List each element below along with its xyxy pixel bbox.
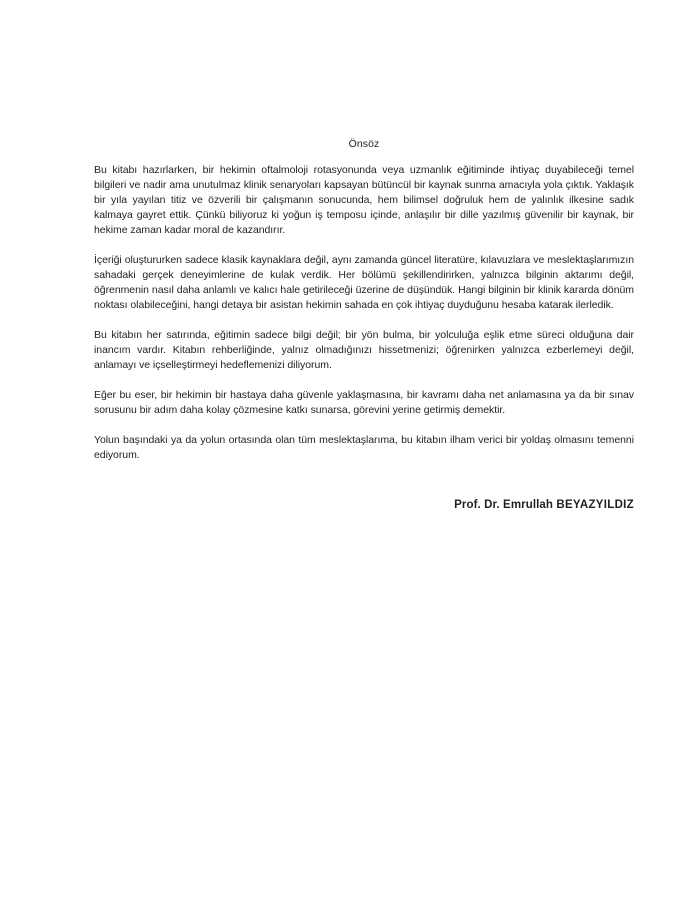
paragraph-4: Eğer bu eser, bir hekimin bir hastaya daha güvenle yaklaşmasına, bir kavramı daha net anlamasına ya da bir sınav sorusunu bir adım daha kolay çözmesine katkı sunarsa, görevini yerine getirmiş demektir. [94, 389, 634, 416]
page-title: Önsöz [348, 138, 380, 150]
paragraph-1: Bu kitabı hazırlarken, bir hekimin oftalmoloji rotasyonunda veya uzmanlık eğitiminde ihtiyaç duyabileceği temel bilgileri ve nadir ama unutulmaz klinik senaryoları kapsayan bütüncül bir kaynak sunma amacıyla yola çıktık. Yaklaşık bir yıla yayılan titiz ve özverili bir çalışmanın sonucunda, hem bilimsel doğruluk hem de yalınlık ilkesine sadık kalmaya gayret ettik. Çünkü biliyoruz ki yoğun iş temposu içinde, anlaşılır bir dille yazılmış güvenilir bir kaynak, bir hekime zaman kadar moral de kazandırır. [94, 164, 634, 236]
paragraph-2: İçeriği oluştururken sadece klasik kaynaklara değil, aynı zamanda güncel literatüre, kılavuzlara ve meslektaşlarımızın sahadaki gerçek deneyimlerine de kulak verdik. Her bölümü şekillendirirken, yalnızca bilginin aktarımı değil, öğrenmenin nasıl daha anlamlı ve kalıcı hale getirileceği üzerine de düşündük. Hangi bilginin bir klinik kararda dönüm noktası olabileceğini, hangi detaya bir asistan hekimin sahada en çok ihtiyaç duyduğunu hesaba katarak ilerledik. [94, 254, 634, 311]
author-name: Prof. Dr. Emrullah [454, 499, 554, 511]
author-surname: BEYAZYILDIZ [556, 499, 634, 511]
author-signature [94, 498, 634, 513]
preface-body [94, 163, 634, 478]
paragraph-3: Bu kitabın her satırında, eğitimin sadece bilgi değil; bir yön bulma, bir yolculuğa eşlik etme süreci olduğuna dair inancım vardır. Kitabın rehberliğinde, yalnız olmadığınızı hissetmenizi; öğrenirken yalnızca ezberlemeyi değil, anlamayı ve içselleştirmeyi hedeflemenizi diliyorum. [94, 329, 634, 371]
paragraph-5: Yolun başındaki ya da yolun ortasında olan tüm meslektaşlarıma, bu kitabın ilham verici bir yoldaş olmasını temenni ediyorum. [94, 434, 634, 461]
